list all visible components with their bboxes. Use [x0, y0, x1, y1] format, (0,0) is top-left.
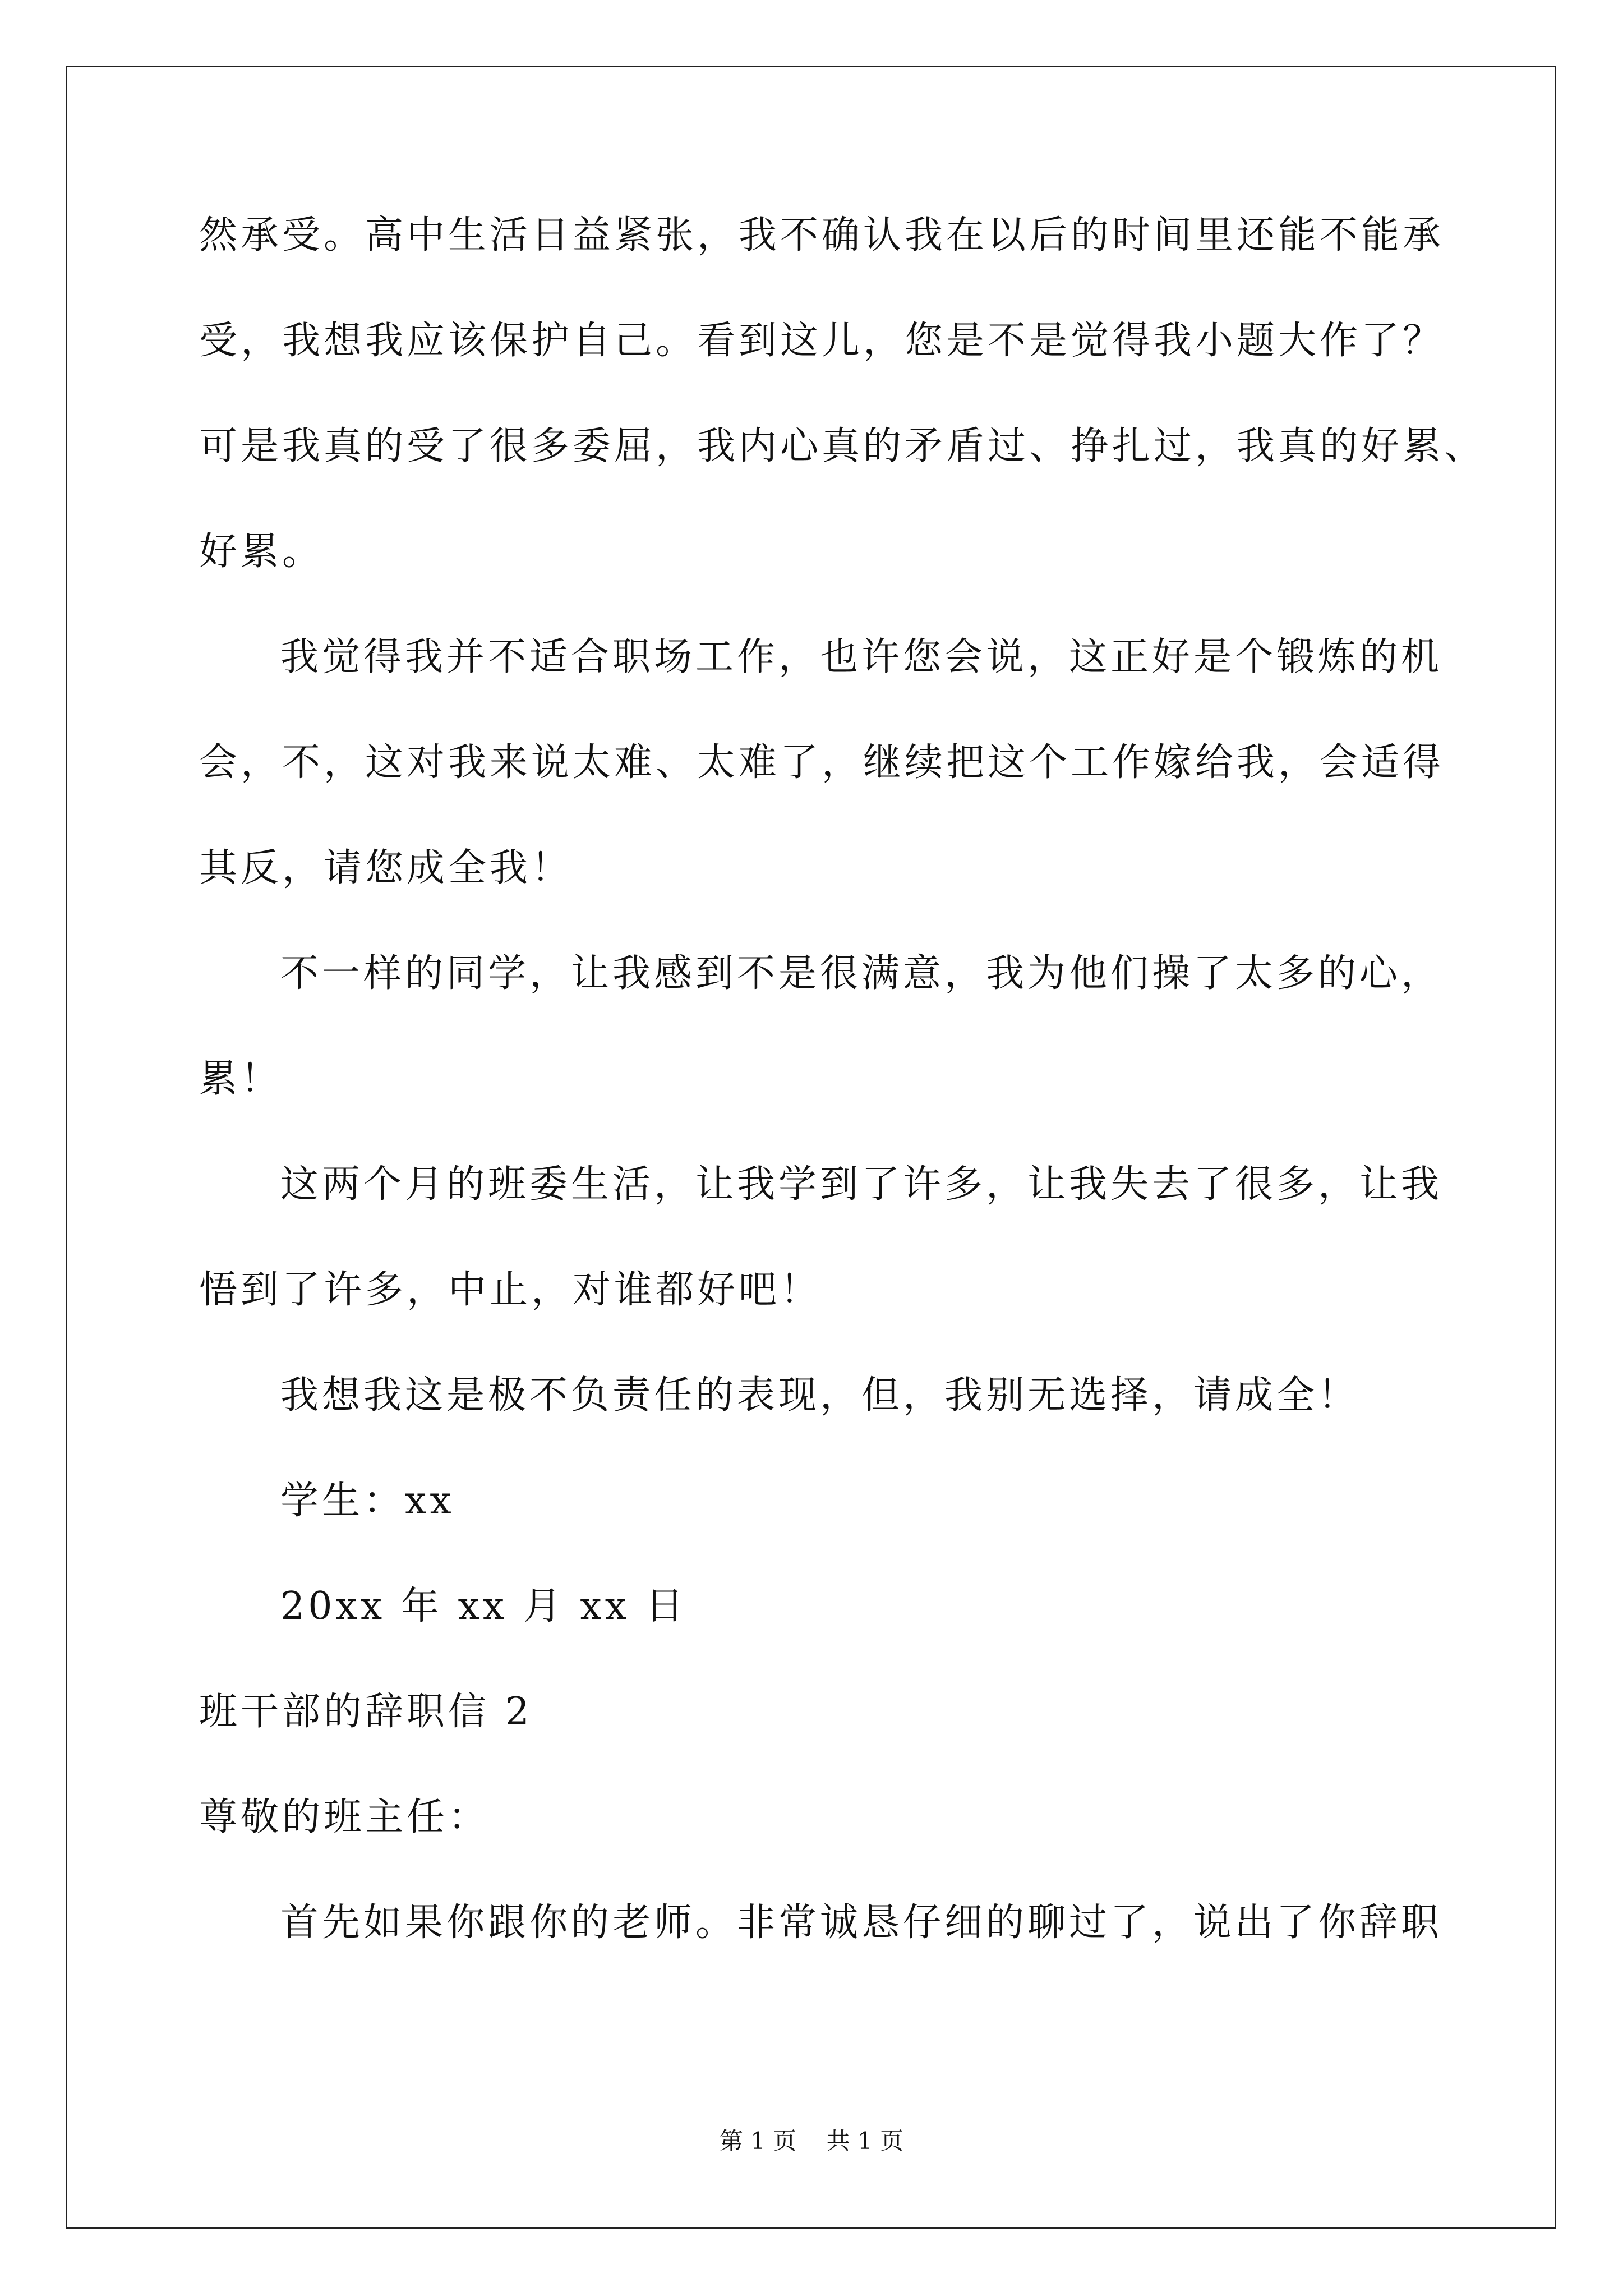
date-line: 20xx 年 xx 月 xx 日	[280, 1584, 687, 1628]
paragraph-line: 好累。	[199, 530, 324, 574]
paragraph-line: 我觉得我并不适合职场工作，也许您会说，这正好是个锻炼的机	[280, 635, 1443, 679]
paragraph-line: 不一样的同学，让我感到不是很满意，我为他们操了太多的心，	[280, 951, 1443, 996]
paragraph-line: 可是我真的受了很多委屈，我内心真的矛盾过、挣扎过，我真的好累、	[199, 424, 1486, 468]
paragraph-line: 其反，请您成全我！	[199, 846, 573, 890]
signature-line: 学生：xx	[280, 1479, 455, 1523]
paragraph-line: 然承受。高中生活日益紧张，我不确认我在以后的时间里还能不能承	[199, 213, 1445, 257]
paragraph-line: 会，不，这对我来说太难、太难了，继续把这个工作嫁给我，会适得	[199, 740, 1445, 785]
page-number: 第 1 页 共 1 页	[719, 2127, 904, 2155]
paragraph-line: 累！	[199, 1057, 283, 1101]
paragraph-line: 受，我想我应该保护自己。看到这儿，您是不是觉得我小题大作了？	[199, 319, 1445, 363]
salutation-line: 尊敬的班主任：	[199, 1795, 490, 1839]
paragraph-line: 首先如果你跟你的老师。非常诚恳仔细的聊过了，说出了你辞职	[280, 1901, 1443, 1945]
paragraph-line: 这两个月的班委生活，让我学到了许多，让我失去了很多，让我	[280, 1162, 1443, 1207]
section-heading: 班干部的辞职信 2	[199, 1690, 533, 1734]
paragraph-line: 我想我这是极不负责任的表现，但，我别无选择，请成全！	[280, 1373, 1360, 1418]
paragraph-line: 悟到了许多，中止，对谁都好吧！	[199, 1268, 822, 1312]
